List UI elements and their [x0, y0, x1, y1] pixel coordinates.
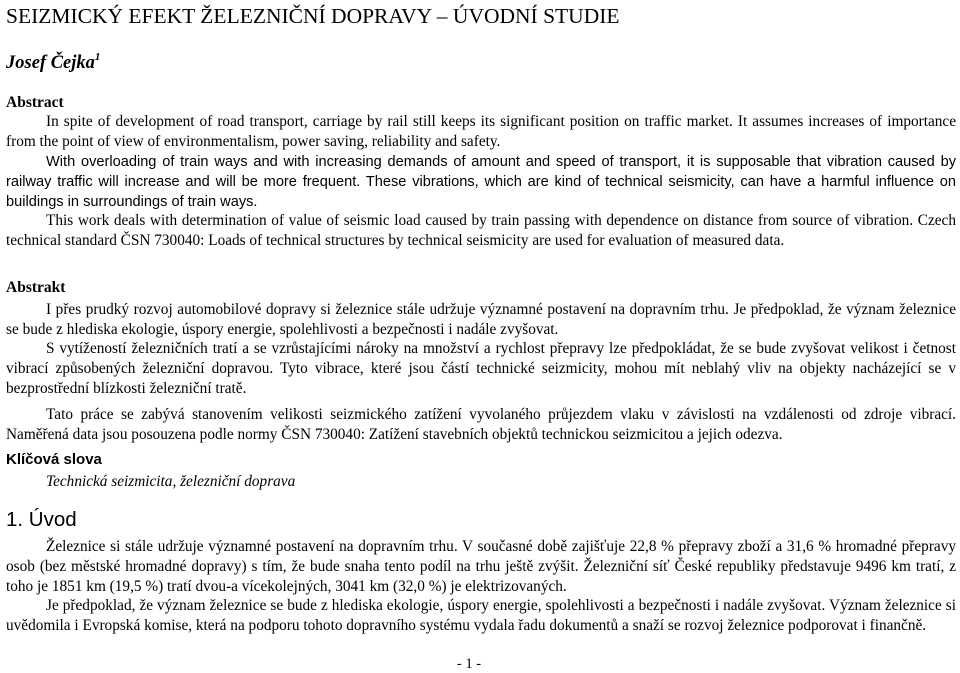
abstrakt-paragraph-2: S vytížeností železničních tratí a se vzrůstajícími nároky na množství a rychlost přepravy lze předpokládat, že se bude zvyšovat velikost i četnost vibrací způsobených železniční dopravou. Tyto vibrace, které jsou částí technické seizmicity, mohou mít neblahý vliv na objekty nacházející se v bezprostřední blízkosti železniční tratě.: [6, 340, 956, 397]
abstract-paragraph-1: In spite of development of road transport, carriage by rail still keeps its significant position on traffic market. It assumes increases of importance from the point of view of environmentalism, power saving, reliability and safety.: [6, 113, 956, 150]
abstrakt-paragraph-3: Tato práce se zabývá stanovením velikosti seizmického zatížení vyvolaného průjezdem vlaku v závislosti na vzdálenosti od zdroje vibrací. Naměřená data jsou posouzena podle normy ČSN 730040: Zatížení stavebních objektů technickou seizmicitou a jejich odezva.: [6, 406, 956, 443]
abstract-heading: Abstract: [6, 94, 64, 111]
keywords-text: Technická seizmicita, železniční doprava: [46, 473, 296, 490]
uvod-paragraph-2: Je předpoklad, že význam železnice se bude z hlediska ekologie, úspory energie, spolehlivosti a bezpečnosti i nadále zvyšovat. Význam železnice si uvědomila i Evropská komise, která na podporu tohoto dopravního systému vydala řadu dokumentů a snaží se rozvoj železnice podporovat i finančně.: [6, 597, 956, 634]
author-name: Josef Čejka: [6, 53, 95, 74]
abstrakt-heading: Abstrakt: [6, 279, 66, 296]
author-footnote-mark: 1: [94, 51, 101, 63]
section-heading-uvod: 1. Úvod: [6, 508, 77, 531]
abstract-paragraph-2: With overloading of train ways and with increasing demands of amount and speed of transport, it is supposable that vibration caused by railway traffic will increase and will be more frequent. These vibrations, which are kind of technical seismicity, can have a harmful influence on buildings in surroundings of train ways.: [6, 154, 956, 210]
uvod-paragraph-1: Železnice si stále udržuje významné postavení na dopravním trhu. V současné době zajišťuje 22,8 % přepravy zboží a 31,6 % hromadné přepravy osob (bez městské hromadné dopravy) s tím, že bude snaha tento podíl na trhu ještě zvýšit. Železniční síť České republiky představuje 9496 km tratí, z toho je 1851 km (19,5 %) tratí dvou-a vícekolejných, 3041 km (32,0 %) je elektrizovaných.: [6, 538, 956, 595]
abstrakt-paragraph-1: I přes prudký rozvoj automobilové dopravy si železnice stále udržuje významné postavení na dopravním trhu. Je předpoklad, že význam železnice se bude z hlediska ekologie, úspory energie, spolehlivosti a bezpečnosti i nadále zvyšovat.: [6, 301, 956, 338]
paper-title: SEIZMICKÝ EFEKT ŽELEZNIČNÍ DOPRAVY – ÚVODNÍ STUDIE: [6, 4, 620, 28]
author-line: [6, 46, 100, 75]
page-number: - 1 -: [456, 656, 482, 672]
abstract-paragraph-3: This work deals with determination of value of seismic load caused by train passing with dependence on distance from source of vibration. Czech technical standard ČSN 730040: Loads of technical structures by technical seismicity are used for evaluation of measured data.: [6, 212, 956, 249]
keywords-heading: Klíčová slova: [6, 451, 102, 468]
